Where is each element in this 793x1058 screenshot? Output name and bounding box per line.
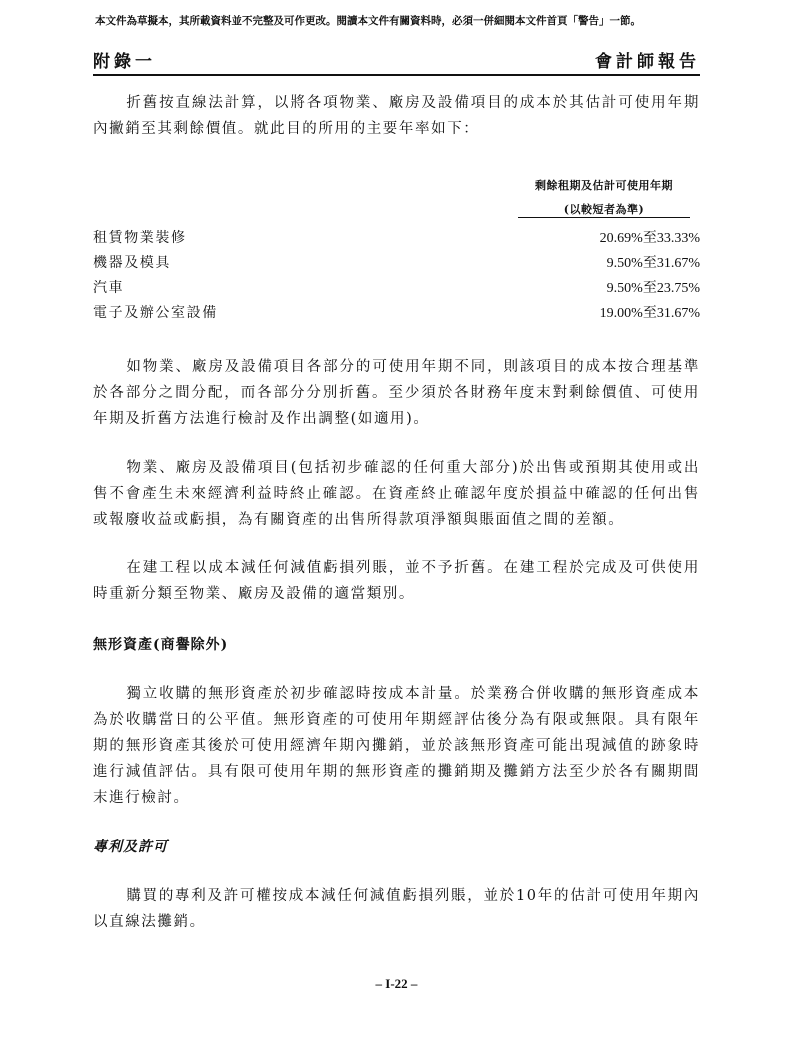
- rate-row-vehicles: [93, 276, 700, 298]
- rate-row-value: 9.50%至23.75%: [606, 281, 700, 296]
- rate-row-value: 20.69%至33.33%: [599, 231, 700, 246]
- patents-paragraph: 購買的專利及許可權按成本減任何減值虧損列賬，並於10年的估計可使用年期內以直線法攤銷。: [93, 888, 700, 930]
- rate-row-value: 9.50%至31.67%: [606, 256, 700, 271]
- intangible-subheading: 無形資產(商譽除外): [93, 637, 229, 653]
- draft-disclaimer: 本文件為草擬本，其所載資料並不完整及可作更改。閱讀本文件有關資料時，必須一併細閱本文件首頁「警告」一節。: [95, 15, 641, 27]
- appendix-label: 附錄一: [93, 51, 156, 72]
- rate-row-label: 租賃物業裝修: [93, 230, 187, 246]
- rate-row-label: 電子及辦公室設備: [93, 305, 218, 321]
- rate-row-value: 19.00%至31.67%: [599, 306, 700, 321]
- construction-paragraph: 在建工程以成本減任何減值虧損列賬，並不予折舊。在建工程於完成及可供使用時重新分類至物業、廠房及設備的適當類別。: [93, 560, 700, 602]
- derecognition-paragraph: 物業、廠房及設備項目(包括初步確認的任何重大部分)於出售或預期其使用或出售不會產生未來經濟利益時終止確認。在資產終止確認年度於損益中確認的任何出售或報廢收益或虧損，為有關資產的出售所得款項淨額與賬面值之間的差額。: [93, 460, 700, 528]
- rate-column-subheader: (以較短者為準): [563, 203, 645, 216]
- page-header: [93, 48, 700, 70]
- rate-row-electronics: [93, 301, 700, 323]
- rate-row-leasehold: [93, 226, 700, 248]
- page-number: – I-22 –: [375, 976, 418, 991]
- header-divider: [93, 74, 700, 76]
- depreciation-intro-paragraph: 折舊按直線法計算，以將各項物業、廠房及設備項目的成本於其估計可使用年期內撇銷至其剩餘價值。就此目的所用的主要年率如下：: [93, 95, 700, 137]
- patents-subheading: 專利及許可: [93, 839, 168, 855]
- report-title: 會計師報告: [595, 51, 700, 72]
- rate-row-machinery: [93, 251, 700, 273]
- rate-column-header: 剩餘租期及估計可使用年期: [535, 179, 673, 192]
- intangible-paragraph: 獨立收購的無形資產於初步確認時按成本計量。於業務合併收購的無形資產成本為於收購當日的公平值。無形資產的可使用年期經評估後分為有限或無限。具有限年期的無形資產其後於可使用經濟年期內攤銷，並於該無形資產可能出現減值的跡象時進行減值評估。具有限可使用年期的無形資產的攤銷期及攤銷方法至少於各有關期間末進行檢討。: [93, 686, 700, 806]
- rate-row-label: 汽車: [93, 280, 125, 296]
- rate-header-underline: [518, 217, 690, 218]
- rate-row-label: 機器及模具: [93, 255, 171, 271]
- components-paragraph: 如物業、廠房及設備項目各部分的可使用年期不同，則該項目的成本按合理基準於各部分之間分配，而各部分分別折舊。至少須於各財務年度末對剩餘價值、可使用年期及折舊方法進行檢討及作出調整(如適用)。: [93, 359, 700, 427]
